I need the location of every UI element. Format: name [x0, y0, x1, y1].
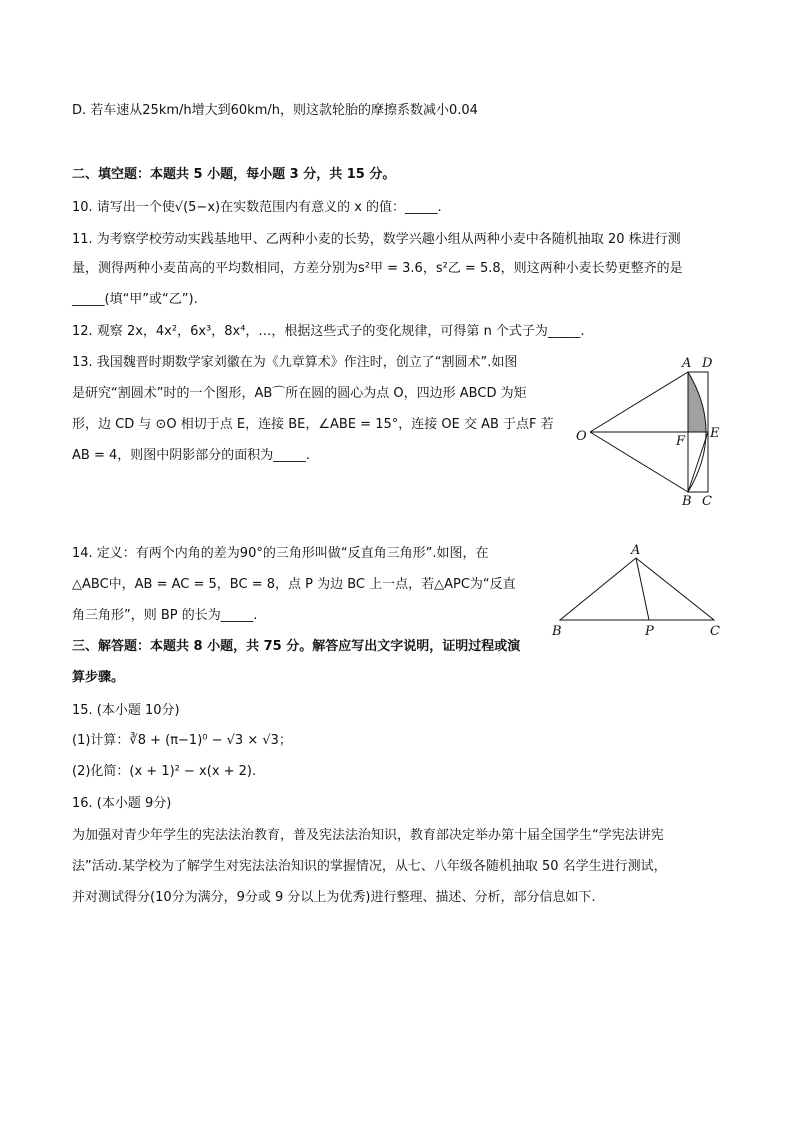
question-15: 15. (本小题 10分) — [72, 703, 180, 718]
question-11-line2: 量，测得两种小麦苗高的平均数相同，方差分别为s²甲 = 3.6，s²乙 = 5.8，则这两种小麦长势更整齐的是 — [72, 261, 683, 276]
section-answer-heading-line1: 三、解答题：本题共 8 小题，共 75 分。解答应写出文字说明，证明过程或演 — [72, 639, 521, 654]
question-15-part2: (2)化简：(x + 1)² − x(x + 2). — [72, 764, 257, 779]
question-13-line3: 形，边 CD 与 ⊙O 相切于点 E，连接 BE，∠ABE = 15°，连接 OE 交 AB 于点F 若 — [72, 417, 554, 432]
label-O: O — [576, 429, 587, 444]
question-13-line1: 13. 我国魏晋时期数学家刘徽在为《九章算术》作注时，创立了“割圆术”.如图 — [72, 355, 518, 370]
question-16-line2: 法”活动.某学校为了解学生对宪法法治知识的掌握情况，从七、八年级各随机抽取 50 名学生进行测试， — [72, 859, 667, 874]
label-F: F — [676, 434, 686, 449]
question-14-line3: 角三角形”，则 BP 的长为_____. — [72, 608, 258, 623]
question-14-line2: △ABC中，AB = AC = 5，BC = 8，点 P 为边 BC 上一点，若△APC为“反直 — [72, 577, 516, 592]
label-P: P — [645, 624, 654, 639]
label-B: B — [682, 494, 692, 509]
question-13-line4: AB = 4，则图中阴影部分的面积为_____. — [72, 448, 310, 463]
option-d: D. 若车速从25km/h增大到60km/h，则这款轮胎的摩擦系数减小0.04 — [72, 103, 478, 118]
question-11-line3: _____(填“甲”或“乙”). — [72, 292, 198, 307]
question-14-line1: 14. 定义：有两个内角的差为90°的三角形叫做“反直角三角形”.如图，在 — [72, 546, 489, 561]
triangle-ABC — [560, 558, 714, 620]
figure-13-geometry — [570, 352, 730, 510]
question-16-line3: 并对测试得分(10分为满分，9分或 9 分以上为优秀)进行整理、描述、分析，部分信息如下. — [72, 890, 596, 905]
label-A: A — [631, 543, 641, 558]
section-fill-in-heading: 二、填空题：本题共 5 小题，每小题 3 分，共 15 分。 — [72, 167, 396, 182]
line-OB — [590, 432, 688, 492]
line-OA — [590, 372, 688, 432]
label-C: C — [710, 624, 720, 639]
question-12: 12. 观察 2x，4x²，6x³，8x⁴，…，根据这些式子的变化规律，可得第 n 个式子为_____. — [72, 324, 585, 339]
section-answer-heading-line2: 算步骤。 — [72, 670, 125, 685]
question-16-line1: 为加强对青少年学生的宪法法治教育，普及宪法法治知识，教育部决定举办第十届全国学生“学宪法讲宪 — [72, 828, 664, 843]
label-B: B — [552, 624, 562, 639]
question-16: 16. (本小题 9分) — [72, 796, 172, 811]
label-D: D — [702, 356, 713, 371]
line-BE — [688, 432, 708, 492]
question-11-line1: 11. 为考察学校劳动实践基地甲、乙两种小麦的长势，数学兴趣小组从两种小麦中各随机抽取 20 株进行测 — [72, 232, 681, 247]
label-E: E — [710, 426, 720, 441]
question-15-part1: (1)计算：∛8 + (π−1)⁰ − √3 × √3； — [72, 733, 292, 748]
question-10: 10. 请写出一个使√(5−x)在实数范围内有意义的 x 的值：_____. — [72, 200, 442, 215]
label-A: A — [682, 356, 692, 371]
label-C: C — [702, 494, 712, 509]
figure-14-triangle — [548, 540, 728, 640]
question-13-line2: 是研究“割圆术”时的一个图形，AB⌒所在圆的圆心为点 O，四边形 ABCD 为矩 — [72, 386, 527, 401]
shaded-region — [688, 372, 706, 432]
